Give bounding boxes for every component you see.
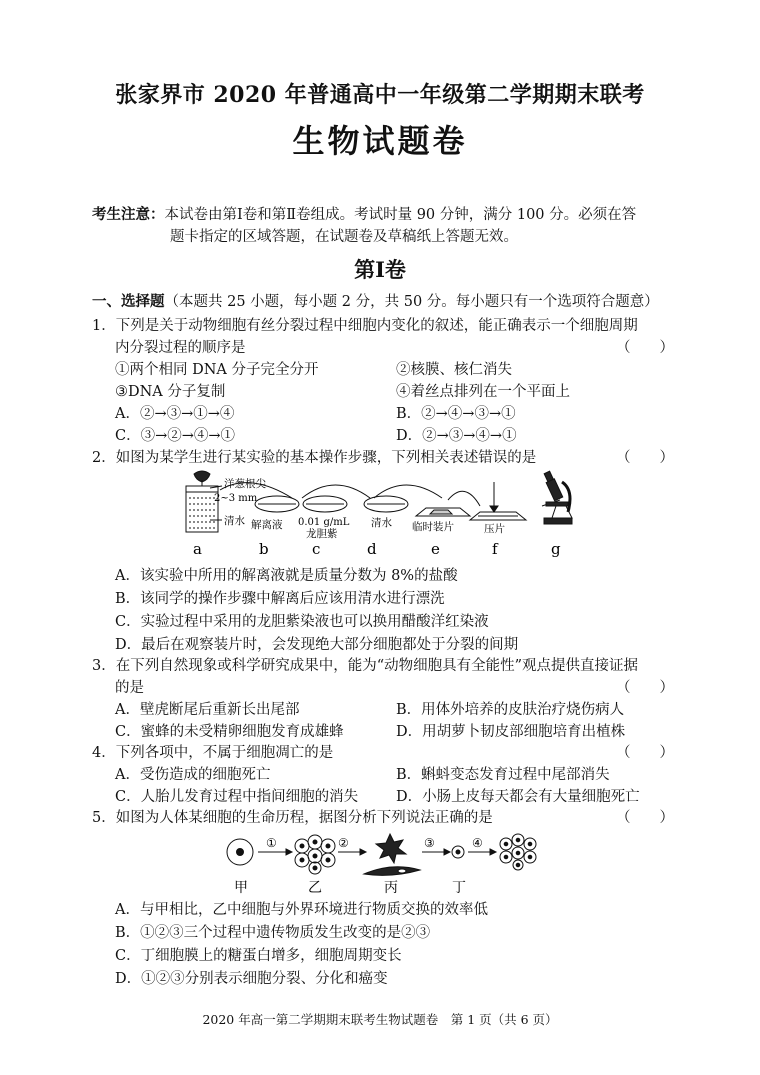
fig-step-d: d (367, 540, 377, 558)
fig-step-3: ③ (424, 836, 435, 850)
fig-stain-conc-label: 0.01 g/mL (298, 517, 350, 528)
microscope-icon (544, 471, 572, 524)
q3-stem-1: 3．在下列自然现象或科学研究成果中，能为“动物细胞具有全能性”观点提供直接证据 (92, 658, 639, 674)
cell-cluster-final (500, 834, 536, 870)
q2-option-a: A．该实验中所用的解离液就是质量分数为 8%的盐酸 (115, 568, 458, 584)
dish-dissociation (255, 496, 299, 512)
q1-item-1: ①两个相同 DNA 分子完全分开 (115, 362, 319, 378)
q3-option-a: A．壁虎断尾后重新长出尾部 (115, 702, 300, 718)
q4-stem: 4．下列各项中，不属于细胞凋亡的是 (92, 745, 334, 761)
fig-step-a: a (193, 540, 202, 558)
q2-option-b: B．该同学的操作步骤中解离后应该用清水进行漂洗 (115, 591, 445, 607)
q1-option-b: B．②→④→③→① (396, 406, 516, 422)
fig-step-4: ④ (472, 836, 483, 850)
exam-subtitle: 生物试题卷 (292, 122, 468, 160)
q2-experiment-figure (180, 468, 580, 560)
fig-rinse-label: 清水 (371, 517, 392, 529)
fig-length-label: 2~3 mm (214, 493, 258, 504)
q5-option-a: A．与甲相比，乙中细胞与外界环境进行物质交换的效率低 (115, 902, 488, 918)
fig-label-jia: 甲 (234, 880, 248, 896)
q2-stem: 2．如图为某学生进行某实验的基本操作步骤，下列相关表述错误的是 (92, 450, 537, 466)
q3-answer-bracket: （ ） (616, 680, 674, 696)
q5-option-b: B．①②③三个过程中遗传物质发生改变的是②③ (115, 925, 431, 941)
notice-label: 考生注意： (92, 206, 165, 223)
q2-option-d: D．最后在观察装片时，会发现绝大部分细胞都处于分裂的间期 (115, 637, 519, 653)
fig-mount-label: 临时装片 (412, 521, 454, 533)
q5-option-d: D．①②③分别表示细胞分裂、分化和癌变 (115, 971, 388, 987)
fig-step-e: e (431, 540, 440, 558)
notice-line-1: 本试卷由第Ⅰ卷和第Ⅱ卷组成。考试时量 90 分钟，满分 100 分。必须在答 (164, 207, 637, 223)
exam-title: 张家界市 2020 年普通高中一年级第二学期期末联考 (115, 82, 645, 108)
fig-label-ding: 丁 (452, 880, 466, 896)
q2-option-c: C．实验过程中采用的龙胆紫染液也可以换用醋酸洋红染液 (115, 614, 489, 630)
q3-option-c: C．蜜蜂的未受精卵细胞发育成雄蜂 (115, 724, 344, 740)
q1-stem-1: 1．下列是关于动物细胞有丝分裂过程中细胞内变化的叙述，能正确表示一个细胞周期 (92, 318, 638, 334)
q3-stem-2: 的是 (115, 680, 144, 696)
dish-rinse (364, 496, 408, 512)
process-arrows (220, 483, 560, 506)
volume-title: 第Ⅰ卷 (354, 257, 406, 282)
q4-option-b: B．蝌蚪变态发育过程中尾部消失 (396, 767, 610, 783)
section-heading (92, 292, 659, 312)
fig-stain-label: 龙胆紫 (306, 528, 338, 540)
q4-option-c: C．人胎儿发育过程中指间细胞的消失 (115, 789, 359, 805)
notice-line-2: 题卡指定的区域答题，在试题卷及草稿纸上答题无效。 (170, 229, 518, 245)
q4-answer-bracket: （ ） (616, 745, 674, 761)
fig-label-bing: 丙 (384, 880, 398, 896)
fig-water-label: 清水 (224, 515, 245, 527)
q1-item-3: ③DNA 分子复制 (115, 384, 226, 400)
press-slide (470, 482, 526, 520)
cell-ding (452, 846, 464, 858)
q5-stem: 5．如图为人体某细胞的生命历程，据图分析下列说法正确的是 (92, 810, 493, 826)
fig-root-tip-label: 洋葱根尖 (224, 478, 266, 490)
page-footer: 2020 年高一第二学期期末联考生物试题卷 第 1 页（共 6 页） (202, 1012, 558, 1027)
q5-answer-bracket: （ ） (616, 810, 674, 826)
temporary-slide (416, 508, 470, 516)
q1-option-c: C．③→②→④→① (115, 428, 236, 444)
fig-step-g: g (551, 540, 561, 558)
q3-option-d: D．用胡萝卜韧皮部细胞培育出植株 (396, 724, 626, 740)
q4-option-a: A．受伤造成的细胞死亡 (115, 767, 271, 783)
candidate-notice (92, 204, 682, 248)
fig-step-2: ② (338, 836, 349, 850)
q4-option-d: D．小肠上皮每天都会有大量细胞死亡 (396, 789, 640, 805)
fig-press-label: 压片 (484, 523, 505, 535)
fig-step-f: f (492, 540, 498, 558)
section-desc: （本题共 25 小题，每小题 2 分，共 50 分。每小题只有一个选项符合题意） (164, 294, 659, 310)
fig-dissociation-label: 解离液 (251, 519, 283, 531)
q1-item-2: ②核膜、核仁消失 (396, 362, 512, 378)
cell-cluster-yi (295, 835, 335, 874)
fig-step-1: ① (266, 836, 277, 850)
q1-item-4: ④着丝点排列在一个平面上 (396, 384, 570, 400)
fig-label-yi: 乙 (308, 880, 322, 896)
fig-step-b: b (259, 540, 269, 558)
dish-stain (303, 496, 347, 512)
q2-answer-bracket: （ ） (616, 450, 674, 466)
q1-answer-bracket: （ ） (616, 340, 674, 356)
q1-option-d: D．②→③→④→① (396, 428, 517, 444)
q5-cell-history-figure (222, 830, 542, 896)
q3-option-b: B．用体外培养的皮肤治疗烧伤病人 (396, 702, 625, 718)
q5-option-c: C．丁细胞膜上的糖蛋白增多，细胞周期变长 (115, 948, 402, 964)
q1-stem-2: 内分裂过程的顺序是 (115, 340, 246, 356)
differentiated-cells-bing (364, 834, 420, 875)
cell-jia (227, 839, 253, 865)
q1-option-a: A．②→③→①→④ (115, 406, 235, 422)
section-label: 一、选择题 (92, 293, 165, 310)
fig-step-c: c (312, 540, 321, 558)
